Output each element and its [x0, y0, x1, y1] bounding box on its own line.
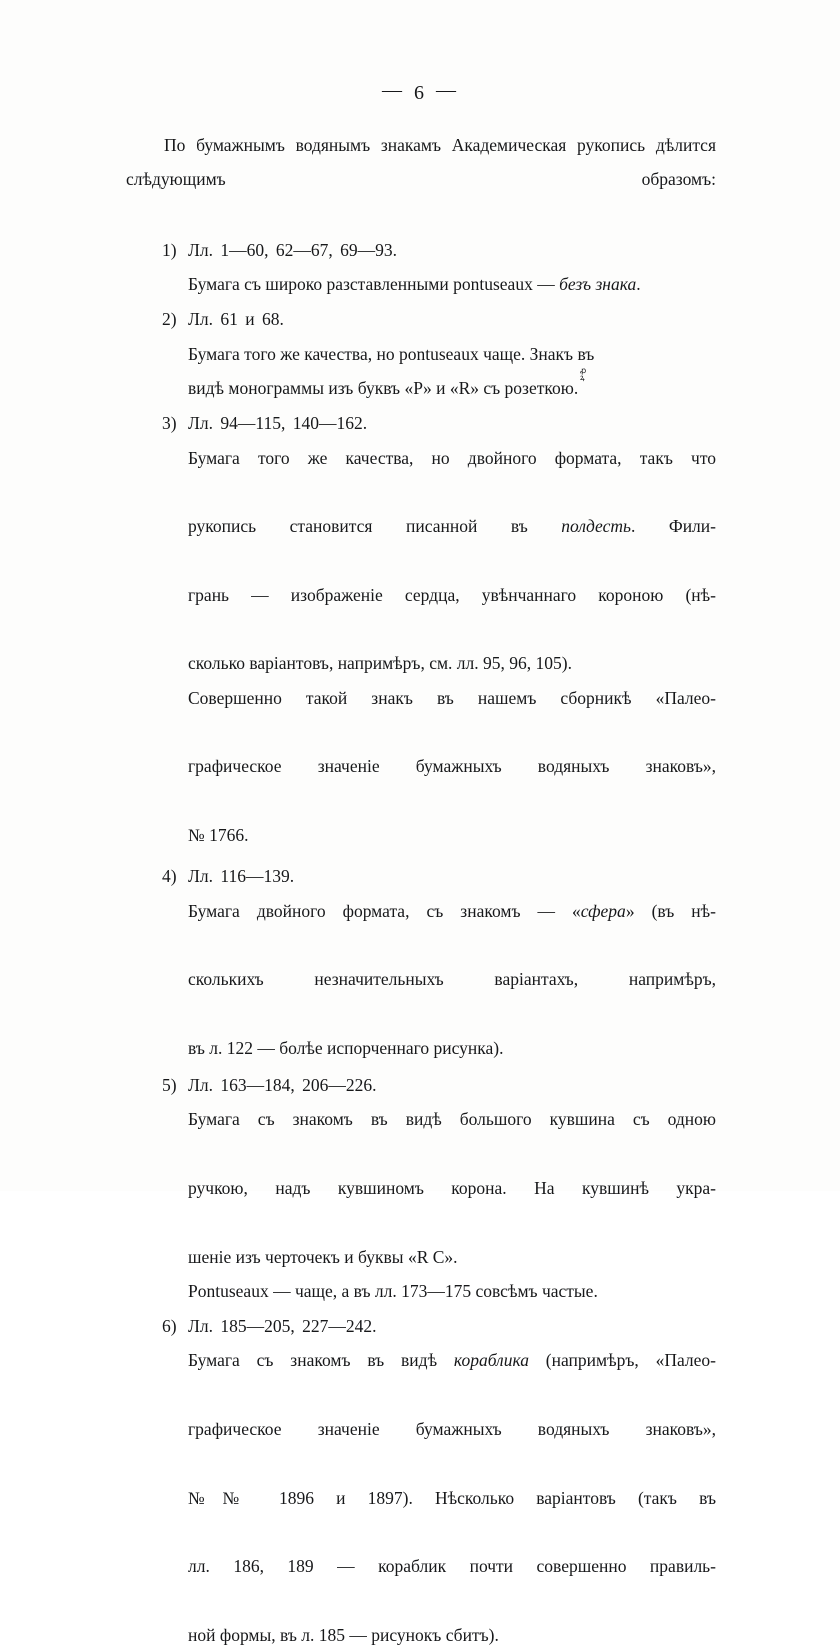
item-body [126, 818, 716, 852]
item-body [126, 509, 716, 578]
item-body-part: — [532, 274, 560, 295]
item-body-part: видѣ монограммы изъ буквъ «P» и «R» съ розеткою. [188, 378, 579, 399]
list-item [126, 859, 716, 1065]
page-number [0, 79, 840, 105]
item-head [126, 233, 716, 267]
item-body-part: Бумага двойного формата, съ знакомъ — « [188, 900, 581, 921]
item-body [126, 1240, 716, 1274]
italic-term: полдесть [561, 516, 631, 537]
item-body-part: » (въ нѣ- [625, 900, 716, 921]
item-head-text: Лл. 1—60, 62—67, 69—93. [188, 239, 397, 260]
item-head-text: Лл. 185—205, 227—242. [188, 1316, 377, 1337]
item-body [126, 1549, 716, 1618]
item-body-part: сколько варіантовъ, напримѣръ, см. лл. 95, 96, 105). [188, 653, 572, 674]
item-body-part: графическое значеніе бумажныхъ водяныхъ знаковъ», [188, 1418, 716, 1439]
item-number: 6) [162, 1316, 177, 1337]
list-item [126, 1068, 716, 1308]
italic-term: кораблика [453, 1350, 529, 1371]
item-number: 2) [162, 309, 177, 330]
item-head-text: Лл. 116—139. [188, 866, 295, 887]
item-body [126, 681, 716, 750]
item-body [126, 366, 716, 405]
item-body [126, 1031, 716, 1065]
item-body-part: №№ 1896 и 1897). Нѣсколько варіантовъ (такъ въ [188, 1487, 716, 1508]
item-body [126, 1343, 716, 1412]
item-body-part: . Фили- [630, 516, 716, 537]
italic-term: безъ знака [559, 274, 637, 295]
item-body-part: ручкою, надъ кувшиномъ корона. На кувшинѣ укра- [188, 1177, 716, 1198]
item-body-part: Бумага съ широко разставленными [188, 274, 454, 295]
item-head [126, 1068, 716, 1102]
item-body-part: (напримѣръ, «Палео- [528, 1350, 716, 1371]
item-body [126, 267, 716, 301]
list-item [126, 406, 716, 852]
item-body [126, 894, 716, 963]
latin-term: pontuseaux [398, 343, 479, 364]
item-body-part: . [636, 274, 641, 295]
item-head [126, 859, 716, 893]
item-body-part: Совершенно такой знакъ въ нашемъ сборникѣ «Палео- [188, 687, 716, 708]
item-number: 5) [162, 1075, 177, 1096]
svg-text:ꝝ: ꝝ [580, 373, 585, 383]
item-body [126, 646, 716, 680]
item-body-part: сколькихъ незначительныхъ варіантахъ, напримѣръ, [188, 969, 716, 990]
item-body [126, 1481, 716, 1550]
page-body [126, 128, 716, 1652]
item-body-part: въ л. 122 — болѣе испорченнаго рисунка). [188, 1037, 504, 1058]
item-head-text: Лл. 94—115, 140—162. [188, 413, 368, 434]
item-body-part: № 1766. [188, 824, 249, 845]
item-body [126, 1412, 716, 1481]
item-body-part: Бумага того же качества, но [188, 343, 399, 364]
item-body-part: Бумага того же качества, но двойного формата, такъ что [188, 447, 716, 468]
item-head-text: Лл. 163—184, 206—226. [188, 1075, 377, 1096]
item-body [126, 1618, 716, 1652]
item-body [126, 1102, 716, 1171]
item-number: 4) [162, 866, 177, 887]
item-body-part: рукопись становится писанной въ [188, 516, 562, 537]
item-head-text: Лл. 61 и 68. [188, 309, 284, 330]
item-body [126, 441, 716, 510]
item-body-part: лл. 186, 189 — кораблик почти совершенно правиль- [188, 1556, 716, 1577]
item-body-part: — чаще, а въ лл. 173—175 совсѣмъ частые. [268, 1280, 598, 1301]
item-body [126, 337, 716, 371]
item-body [126, 962, 716, 1031]
item-body-part: графическое значеніе бумажныхъ водяныхъ знаковъ», [188, 756, 716, 777]
italic-term: сфера [580, 900, 626, 921]
item-body [126, 1274, 716, 1308]
svg-text:ꝓ: ꝓ [580, 366, 587, 376]
item-body-part: чаще. Знакъ въ [478, 343, 595, 364]
item-body-part: грань — изображеніе сердца, увѣнчаннаго короною (нѣ- [188, 584, 716, 605]
page-number-value: 6 [414, 82, 426, 104]
intro-paragraph: По бумажнымъ водянымъ знакамъ Академическая рукопись дѣлится слѣдующимъ образомъ: [126, 135, 716, 190]
item-number: 1) [162, 239, 177, 260]
item-head [126, 302, 716, 336]
page-number-dash-left: — [382, 79, 404, 101]
item-body-part: ной формы, въ л. 185 — рисунокъ сбитъ). [188, 1624, 499, 1645]
item-number: 3) [162, 413, 177, 434]
item-head [126, 1309, 716, 1343]
item-body [126, 749, 716, 818]
item-body-part: Бумага съ знакомъ въ видѣ большого кувшина съ одною [188, 1109, 716, 1130]
item-body-part: шеніе изъ черточекъ и буквы «R C». [188, 1246, 458, 1267]
item-head [126, 406, 716, 440]
monogram-mark-icon [578, 366, 596, 394]
item-body [126, 1171, 716, 1240]
latin-term: pontuseaux [453, 274, 533, 295]
item-body-part: Бумага съ знакомъ въ видѣ [188, 1350, 454, 1371]
latin-term: Pontuseaux [188, 1280, 269, 1301]
page-number-dash-right: — [436, 79, 458, 101]
list-item [126, 1309, 716, 1652]
item-body [126, 578, 716, 647]
list-item [126, 233, 716, 302]
list-item [126, 302, 716, 405]
